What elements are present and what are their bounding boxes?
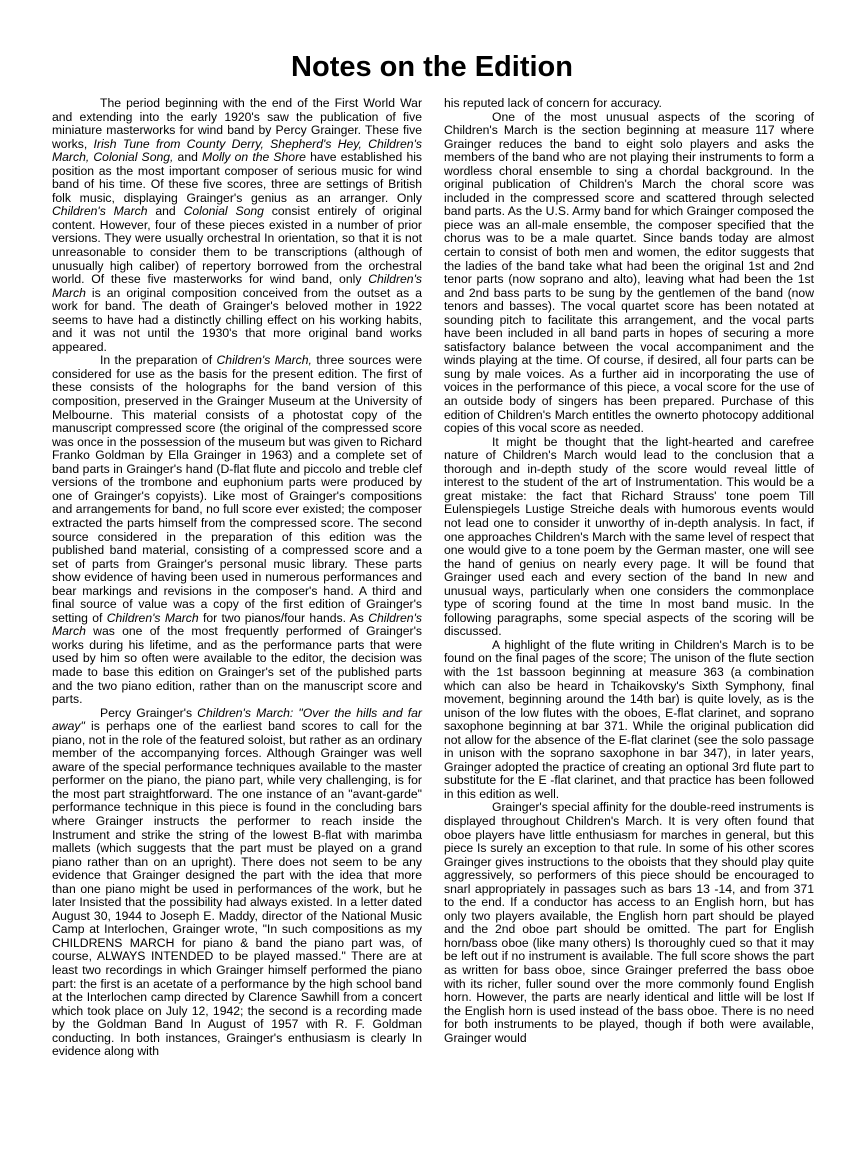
right-column bbox=[444, 97, 814, 1045]
paragraph-piano bbox=[52, 707, 422, 1059]
text-run: three sources were considered for use as the basis for the present edition. The first of these consists of the holographs for the band version of this composition, preserved in the Grainger Museum at the University of Melbourne. This material consists of a photostat copy of the manuscript compressed score (the original of the compressed score was once in the possession of the museum but was given to Richard Franko Goldman by Ella Grainger in 1963) and a complete set of band parts in Grainger's hand (D-flat flute and piccolo and treble clef versions of the trombone and euphonium parts were produced by one of Grainger's copyists). Like most of Grainger's compositions and arrangements for band, no full score ever existed; the composer extracted the parts himself from the compressed score. The second source considered in the preparation of this edition was the published band material, consisting of a compressed score and a set of parts from Grainger's personal music library. These parts show evidence of having been used in numerous performances and bear markings and revisions in the composer's hand. A third and final source of value was a copy of the first edition of Grainger's setting of bbox=[52, 353, 422, 625]
page-title: Notes on the Edition bbox=[291, 51, 573, 83]
italic-title: Children's March bbox=[52, 272, 422, 300]
text-run: is perhaps one of the earliest band scores to call for the piano, not in the role of the featured soloist, but rather as an ordinary member of the accompanying forces. Although Grainger was well aware of the special performance techniques available to the master performer on the piano, the piano part, while very challenging, is for the most part straightforward. The one instance of an "avant-garde" performance technique in this piece is found in the concluding bars where Grainger instructs the performer to reach inside the Instrument and strike the string of the lowest B-flat with marimba mallets (which suggests that the part must be played on a grand piano rather than on an upright). There does not seem to be any evidence that Grainger designed the part with the idea that more than one piano might be used in performances of the work, but he later Insisted that the possibility had always existed. In a letter dated August 30, 1944 to Joseph E. Maddy, director of the National Music Camp at Interlochen, Grainger wrote, "In such compositions as my CHILDRENS MARCH for piano & band the piano part was, of course, ALWAYS INTENDED to be played massed." There are at least two recordings in which Grainger himself performed the piano part: the first is an acetate of a performance by the high school band at the Interlochen camp directed by Clarence Sawhill from a concert which took place on July 12, 1942; the second is a recording made by the Goldman Band In August of 1957 with R. F. Goldman conducting. In both instances, Grainger's enthusiasm is clearly In evidence along with bbox=[52, 719, 422, 1059]
paragraph-double-reed: Grainger's special affinity for the double-reed instruments is displayed throughout Children's March. It is very often found that oboe players have little enthusiasm for marches in general, but this piece Is surely an exception to that rule. In some of his other scores Grainger gives instructions to the oboists that they should play quite aggressively, so performers of this piece should be encouraged to snarl appropriately in passages such as bars 13 -14, and from 371 to the end. If a conductor has access to an English horn, but has only two players available, the English horn part should be played and the 2nd oboe part should be omitted. The part for English horn/bass oboe (like many others) Is thoroughly cued so that it may be left out if no instrument is available. The full score shows the part as written for bass oboe, since Grainger preferred the bass oboe with its richer, fuller sound over the more commonly found English horn. However, the parts are nearly identical and little will be lost If the English horn is used instead of the bass oboe. There is no need for both instruments to be played, though if both were available, Grainger would bbox=[444, 800, 814, 1045]
paragraph-continuation: his reputed lack of concern for accuracy. bbox=[444, 96, 662, 110]
italic-title: Children's March, bbox=[216, 353, 312, 368]
italic-title: Children's March bbox=[52, 610, 422, 639]
italic-title: Colonial Song bbox=[183, 204, 264, 219]
text-run: for two pianos/four hands. As bbox=[198, 610, 369, 625]
text-run: is an original composition conceived from the outset as a work for band. The death of Grainger's beloved mother in 1922 seems to have had a distinctly chilling effect on his working habits, and it was not until the 1930's that more original band works appeared. bbox=[52, 285, 422, 354]
italic-title: Irish Tune from County Derry, Shepherd's Hey, Children's March, Colonial Song, bbox=[52, 136, 422, 165]
paragraph-sources bbox=[52, 354, 422, 706]
text-run: and bbox=[173, 150, 203, 165]
text-run: and bbox=[147, 204, 184, 219]
text-run: have established his position as the most important composer of serious music for wind band of his time. Of these five scores, three are settings of British folk music, displaying Grainger's genius as an arranger. Only bbox=[52, 150, 423, 205]
paragraph-choral: One of the most unusual aspects of the scoring of Children's March is the section beginning at measure 117 where Grainger reduces the band to eight solo players and asks the members of the band who are not playing their instruments to form a wordless choral ensemble to sing a chordal background. In the original publication of Children's March the choral score was included in the compressed score and scattered through selected band parts. As the U.S. Army band for which Grainger composed the piece was an all-male ensemble, the composer specified that the chorus was to be a male quartet. Since bands today are almost certain to consist of both men and women, the editor suggests that the ladies of the band take what had been the original 1st and 2nd tenor parts (now soprano and alto), leaving what had been the 1st and 2nd bass parts to be sung by the gentlemen of the band (now tenors and basses). The vocal quartet score has been notated at sounding pitch to facilitate this arrangement, and the vocal parts have been included in all band parts in hopes of securing a more satisfactory balance between the vocal accompaniment and the winds playing at the time. Of course, if desired, all four parts can be sung by male voices. As a further aid in incorporating the use of voices in the performance of this piece, a vocal score for the use of an outside body of singers has been prepared. Purchase of this edition of Children's March entitles the ownerto photocopy additional copies of this vocal score as needed. bbox=[444, 109, 814, 436]
italic-title: Molly on the Shore bbox=[202, 150, 306, 165]
left-column bbox=[52, 97, 422, 1059]
text-run: In the preparation of bbox=[100, 353, 217, 368]
italic-title: Children's March bbox=[52, 204, 148, 219]
italic-title: Children's March: "Over the hills and far away" bbox=[52, 705, 422, 734]
text-run: consist entirely of original content. However, four of these pieces existed in a number of prior versions. They were usually orchestral In orientation, so that it is not unreasonable to consider them to be transcriptions (although of unusually high caliber) of repertory borrowed from the orchestral world. Of these five masterworks for wind band, only bbox=[52, 204, 423, 287]
paragraph-period bbox=[52, 97, 422, 354]
italic-title: Children's March bbox=[106, 610, 199, 625]
text-run: was one of the most frequently performed of Grainger's works during his lifetime, and as the performance parts that were used by him so often were available to the editor, the decision was made to base this edition on Grainger's set of the published parts and the two piano edition, rather than on the manuscript score and parts. bbox=[52, 624, 422, 707]
paragraph-instrumentation: It might be thought that the light-hearted and carefree nature of Children's March would lead to the conclusion that a thorough and in-depth study of the score would reveal little of interest to the student of the art of Instrumentation. This would be a great mistake: the fact that Richard Strauss' tone poem Till Eulenspiegels Lustige Streiche deals with humorous events would not lead one to consider it unworthy of in-depth analysis. In fact, if one approaches Children's March with the same level of respect that one would give to a tone poem by the German master, one will see the hand of genius on nearly every page. It will be found that Grainger used each and every section of the band In new and unusual ways, particularly when one considers the commonplace type of scoring found at the time In most band music. In the following paragraphs, some special aspects of the scoring will be discussed. bbox=[444, 434, 814, 639]
text-run: Percy Grainger's bbox=[100, 705, 198, 720]
text-run: The period beginning with the end of the First World War and extending into the early 1920's saw the publication of five miniature masterworks for wind band by Percy Grainger. These five works, bbox=[52, 96, 422, 151]
paragraph-flute: A highlight of the flute writing in Children's March is to be found on the final pages of the score; The unison of the flute section with the 1st bassoon beginning at measure 363 (a combination which can also be heard in Tchaikovsky's Sixth Symphony, final movement, beginning around the 14th bar) is quite lovely, as is the unison of the low flutes with the oboes, E-flat clarinet, and soprano saxophone beginning at bar 371. While the original publication did not allow for the absence of the E-flat clarinet (see the solo passage in unison with the soprano saxophone in bar 347), in later years, Grainger adopted the practice of creating an optional 3rd flute part to substitute for the E -flat clarinet, and that practice has been followed in this edition as well. bbox=[444, 637, 814, 801]
